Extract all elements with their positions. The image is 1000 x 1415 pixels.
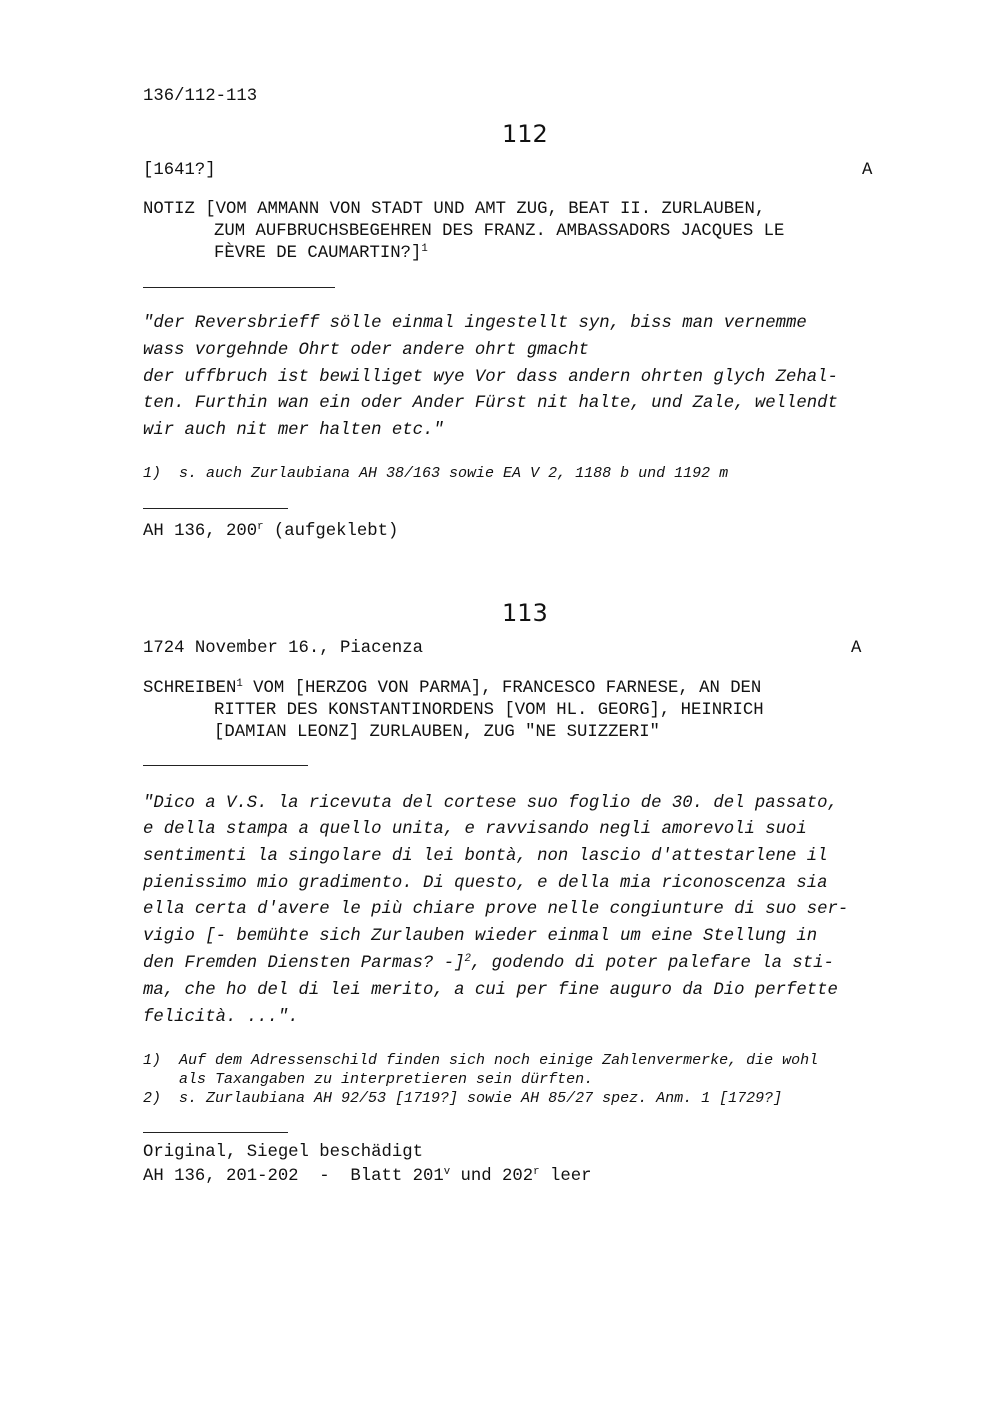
footnote-rule xyxy=(143,508,288,509)
doc113-quote-line-4: pienissimo mio gradimento. Di questo, e della mia riconoscenza sia xyxy=(143,874,828,893)
doc112-title-line-1: NOTIZ [VOM AMMANN VON STADT UND AMT ZUG, BEAT II. ZURLAUBEN, xyxy=(143,200,766,219)
doc112-quote-line-5: wir auch nit mer halten etc." xyxy=(143,421,444,440)
doc113-source-line-2: AH 136, 201-202 - Blatt 201$^v$ und 202$^r$ leer xyxy=(143,1166,592,1186)
footnote-marker: 1 xyxy=(421,243,428,256)
doc113-quote-line-2: e della stampa a quello unita, e ravvisando negli amorevoli suoi xyxy=(143,820,807,839)
doc112-title-line-2: ZUM AUFBRUCHSBEGEHREN DES FRANZ. AMBASSADORS JACQUES LE xyxy=(214,222,785,241)
title-rule xyxy=(143,765,308,766)
doc113-quote-line-1: "Dico a V.S. la ricevuta del cortese suo foglio de 30. del passato, xyxy=(143,794,838,813)
doc113-title-line-3: [DAMIAN LEONZ] ZURLAUBEN, ZUG "NE SUIZZERI" xyxy=(214,723,660,742)
doc113-quote-line-9: felicità. ...". xyxy=(143,1008,299,1027)
doc113-quote-line-3: sentimenti la singolare di lei bontà, non lascio d'attestarlene il xyxy=(143,847,828,866)
document-number-113: 113 xyxy=(502,599,548,627)
doc112-quote-line-1: "der Reversbrieff sölle einmal ingestellt syn, biss man vernemme xyxy=(143,314,807,333)
doc113-quote-line-7: den Fremden Diensten Parmas? -]$^2$, godendo di poter palefare la sti- xyxy=(143,953,834,973)
title-rule xyxy=(143,287,335,288)
doc113-date: 1724 November 16., Piacenza xyxy=(143,639,424,658)
doc112-footnote-1: 1) s. auch Zurlaubiana AH 38/163 sowie EA V 2, 1188 b und 1192 m xyxy=(143,465,729,482)
doc113-source-line-1: Original, Siegel beschädigt xyxy=(143,1143,424,1162)
footnote-rule xyxy=(143,1132,288,1133)
doc113-quote-line-5: ella certa d'avere le più chiare prove nelle congiunture di suo ser- xyxy=(143,900,849,919)
doc113-footnote-1b: als Taxangaben zu interpretieren sein dürften. xyxy=(143,1071,594,1088)
doc113-archive-letter: A xyxy=(851,639,862,658)
doc113-title-line-2: RITTER DES KONSTANTINORDENS [VOM HL. GEORG], HEINRICH xyxy=(214,701,764,720)
doc112-title-line-3: FÈVRE DE CAUMARTIN?]$^1$ xyxy=(214,243,428,263)
doc113-footnote-1a: 1) Auf dem Adressenschild finden sich noch einige Zahlenvermerke, die wohl xyxy=(143,1052,819,1069)
doc112-quote-line-2: wass vorgehnde Ohrt oder andere ohrt gmacht xyxy=(143,341,589,360)
doc113-footnote-2: 2) s. Zurlaubiana AH 92/53 [1719?] sowie AH 85/27 spez. Anm. 1 [1729?] xyxy=(143,1090,783,1107)
footnote-marker: 1 xyxy=(236,678,243,691)
doc112-quote-line-3: der uffbruch ist bewilliget wye Vor dass andern ohrten glych Zehal- xyxy=(143,368,838,387)
doc113-title-line-1: SCHREIBEN$^1$ VOM [HERZOG VON PARMA], FRANCESCO FARNESE, AN DEN xyxy=(143,678,762,698)
doc112-quote-line-4: ten. Furthin wan ein oder Ander Fürst nit halte, und Zale, wellendt xyxy=(143,394,838,413)
doc112-source: AH 136, 200$^r$ (aufgeklebt) xyxy=(143,521,399,541)
page-reference: 136/112-113 xyxy=(143,87,258,106)
doc113-quote-line-6: vigio [- bemühte sich Zurlauben wieder einmal um eine Stellung in xyxy=(143,927,818,946)
doc113-quote-line-8: ma, che ho del di lei merito, a cui per fine auguro da Dio perfette xyxy=(143,981,838,1000)
doc112-date: [1641?] xyxy=(143,161,216,180)
doc112-archive-letter: A xyxy=(862,161,873,180)
document-number-112: 112 xyxy=(502,120,548,148)
